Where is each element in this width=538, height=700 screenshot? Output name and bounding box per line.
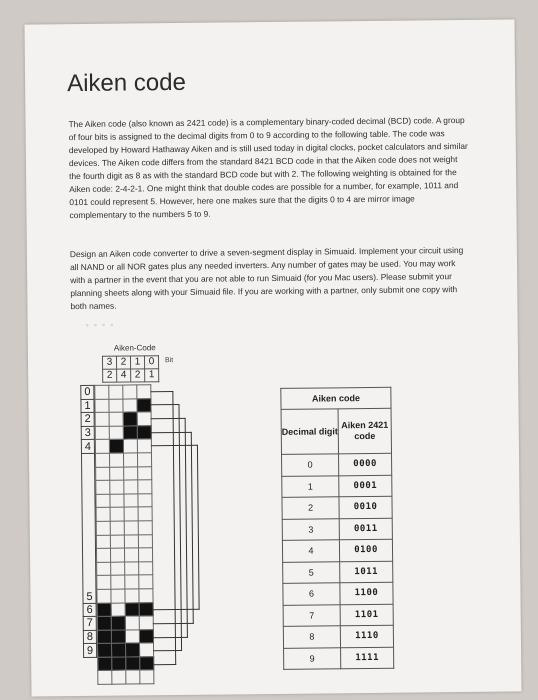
table-row bbox=[282, 539, 392, 562]
code-cell bbox=[95, 385, 109, 399]
diagram-digit: 6 bbox=[83, 603, 96, 617]
code-cell bbox=[139, 602, 153, 616]
diagram-digit: 7 bbox=[83, 617, 96, 631]
code-cell bbox=[111, 616, 125, 630]
diagram-digit: 2 bbox=[81, 413, 94, 427]
code-cell bbox=[140, 670, 154, 684]
code-cell bbox=[124, 521, 138, 535]
diagram-digit: 9 bbox=[83, 644, 96, 658]
decimal-digit-cell: 3 bbox=[282, 518, 339, 540]
code-cell bbox=[124, 494, 138, 508]
code-cell bbox=[95, 440, 109, 454]
code-cell bbox=[137, 412, 151, 426]
code-cell bbox=[97, 589, 111, 603]
aiken-code-cell: 0001 bbox=[339, 475, 392, 497]
code-cell bbox=[111, 575, 125, 589]
code-cell bbox=[112, 671, 126, 685]
aiken-code-cell: 0000 bbox=[339, 453, 392, 475]
code-cell bbox=[124, 507, 138, 521]
code-cell bbox=[138, 507, 152, 521]
code-cell bbox=[137, 439, 151, 453]
bit-position-2: 2 bbox=[116, 356, 130, 369]
code-cell bbox=[123, 385, 137, 399]
aiken-code-cell: 0011 bbox=[339, 518, 392, 540]
code-cell bbox=[138, 548, 152, 562]
aiken-code-cell: 1101 bbox=[340, 604, 393, 626]
code-cell bbox=[96, 548, 110, 562]
code-cell bbox=[126, 670, 140, 684]
assignment-paragraph: Design an Aiken code converter to drive a seven-segment display in Simuaid. Implement your circuit using all NAND or all NOR gates plus any needed inverters. Any number of gates may be used. You may work with a partner in the event that you are not able to run Simuaid (for you Mac users). Please submit your planning sheets along with your Simuaid file. If you are working with a partner, only submit one copy with both names. bbox=[69, 245, 464, 312]
code-cell bbox=[139, 575, 153, 589]
code-cell bbox=[125, 575, 139, 589]
code-cell bbox=[96, 521, 110, 535]
code-cell bbox=[137, 426, 151, 440]
code-cell bbox=[97, 562, 111, 576]
code-cell bbox=[96, 494, 110, 508]
decimal-digit-cell: 6 bbox=[283, 583, 340, 605]
code-cell bbox=[95, 399, 109, 413]
code-cell bbox=[109, 439, 123, 453]
code-cell bbox=[123, 453, 137, 467]
code-cell bbox=[138, 521, 152, 535]
code-cell bbox=[97, 603, 111, 617]
code-cell bbox=[123, 426, 137, 440]
code-cell bbox=[139, 643, 153, 657]
code-cell bbox=[110, 494, 124, 508]
weight-3: 2 bbox=[103, 369, 117, 382]
code-cell bbox=[110, 535, 124, 549]
code-cell bbox=[110, 467, 124, 481]
diagram-digit: 4 bbox=[81, 440, 94, 454]
intro-paragraph: The Aiken code (also known as 2421 code) is a complementary binary-coded decimal (BCD) code. A group of four bits is assigned to the decimal digits from 0 to 9 according to the following table. The code was developed by Howard Hathaway Aiken and is still used today in digital clocks, pocket calculators and similar devices. The Aiken code differs from the standard 8421 BCD code in that the Aiken code does not weight the fourth digit as 8 as with the standard BCD code but with 2. The following weighting is obtained for the Aiken code: 2-4-2-1. One might think that double codes are possible for a number, for example, 1011 and 0101 could represent 5. However, here one makes sure that the digits 0 to 4 are mirror image complementary to the numbers 5 to 9. bbox=[68, 114, 468, 221]
mirror-bracket bbox=[151, 445, 200, 611]
code-cell bbox=[125, 602, 139, 616]
code-cell bbox=[138, 466, 152, 480]
code-cell bbox=[126, 657, 140, 671]
code-cell bbox=[96, 535, 110, 549]
code-cell bbox=[95, 426, 109, 440]
code-cell bbox=[110, 480, 124, 494]
diagram-digit: 0 bbox=[81, 385, 94, 399]
aiken-code-cell: 0100 bbox=[339, 539, 392, 561]
code-cell bbox=[111, 630, 125, 644]
code-cell bbox=[140, 657, 154, 671]
code-cell bbox=[125, 562, 139, 576]
code-cell bbox=[96, 467, 110, 481]
code-cell bbox=[110, 521, 124, 535]
code-cell bbox=[111, 603, 125, 617]
code-cell bbox=[111, 562, 125, 576]
code-cell bbox=[95, 412, 109, 426]
decimal-digit-cell: 5 bbox=[283, 561, 340, 583]
aiken-code-cell: 1111 bbox=[341, 647, 394, 669]
decimal-digit-cell: 0 bbox=[282, 454, 339, 476]
table-row bbox=[282, 518, 392, 541]
decimal-digit-cell: 8 bbox=[283, 626, 340, 648]
code-cell bbox=[125, 643, 139, 657]
decimal-digit-cell: 9 bbox=[284, 647, 341, 669]
code-cell bbox=[124, 548, 138, 562]
weight-2: 4 bbox=[117, 369, 131, 382]
code-cell bbox=[123, 439, 137, 453]
mirror-brackets bbox=[24, 19, 514, 24]
code-cell bbox=[112, 657, 126, 671]
aiken-code-cell: 1110 bbox=[340, 625, 393, 647]
aiken-code-cell: 1100 bbox=[340, 582, 393, 604]
code-cell bbox=[111, 643, 125, 657]
code-cell bbox=[137, 385, 151, 399]
code-cell bbox=[97, 576, 111, 590]
bit-header-grid bbox=[102, 355, 159, 383]
page-title: Aiken code bbox=[66, 68, 187, 98]
code-cell bbox=[138, 494, 152, 508]
code-cell bbox=[96, 480, 110, 494]
bit-position-1: 1 bbox=[130, 356, 144, 369]
code-cell bbox=[98, 657, 112, 671]
code-cell bbox=[123, 412, 137, 426]
table-row bbox=[283, 625, 393, 648]
code-cell bbox=[109, 426, 123, 440]
header-aiken-code: Aiken 2421 code bbox=[338, 408, 391, 454]
code-cell bbox=[139, 589, 153, 603]
table-row bbox=[282, 475, 392, 498]
code-cell bbox=[97, 616, 111, 630]
code-cell bbox=[124, 466, 138, 480]
paper-sheet bbox=[24, 19, 521, 696]
code-cell bbox=[98, 671, 112, 685]
code-cell bbox=[137, 398, 151, 412]
aiken-code-cell: 1011 bbox=[340, 561, 393, 583]
aiken-code-cell: 0010 bbox=[339, 496, 392, 518]
code-cell bbox=[123, 399, 137, 413]
header-decimal-digit: Decimal digit bbox=[281, 409, 338, 455]
aiken-code-table bbox=[280, 387, 394, 670]
bit-position-0: 0 bbox=[144, 356, 158, 369]
bit-position-3: 3 bbox=[102, 356, 116, 369]
code-cell bbox=[125, 616, 139, 630]
code-cell bbox=[97, 630, 111, 644]
code-cell bbox=[110, 507, 124, 521]
bit-label: Bit bbox=[164, 357, 174, 365]
code-cell-grid bbox=[94, 384, 154, 685]
code-cell bbox=[139, 561, 153, 575]
table-row bbox=[283, 561, 393, 584]
diagram-digit: 3 bbox=[81, 426, 94, 440]
table-row bbox=[283, 582, 393, 605]
code-cell bbox=[124, 534, 138, 548]
code-cell bbox=[139, 616, 153, 630]
code-cell bbox=[109, 412, 123, 426]
code-cell bbox=[96, 508, 110, 522]
table-row bbox=[283, 604, 393, 627]
code-cell bbox=[139, 629, 153, 643]
code-cell bbox=[138, 480, 152, 494]
code-cell bbox=[124, 480, 138, 494]
code-cell bbox=[109, 453, 123, 467]
faint-bleed-through: ▪▪▪▪ bbox=[85, 319, 119, 330]
diagram-caption: Aiken-Code bbox=[113, 343, 156, 353]
diagram-digit: 5 bbox=[81, 453, 96, 603]
decimal-digit-cell: 4 bbox=[282, 540, 339, 562]
table-row bbox=[284, 647, 394, 670]
code-cell bbox=[109, 385, 123, 399]
weight-0: 1 bbox=[145, 369, 159, 382]
code-cell bbox=[125, 630, 139, 644]
table-row bbox=[282, 496, 392, 519]
table-row bbox=[282, 453, 392, 476]
code-cell bbox=[95, 453, 109, 467]
diagram-digit: 1 bbox=[81, 399, 94, 413]
decimal-digit-cell: 7 bbox=[283, 604, 340, 626]
weight-1: 2 bbox=[131, 369, 145, 382]
code-cell bbox=[97, 643, 111, 657]
decimal-digit-cell: 1 bbox=[282, 475, 339, 497]
diagram-digit: 8 bbox=[83, 630, 96, 644]
code-cell bbox=[111, 589, 125, 603]
code-cell bbox=[138, 534, 152, 548]
code-cell bbox=[125, 589, 139, 603]
code-cell bbox=[137, 453, 151, 467]
code-cell bbox=[110, 548, 124, 562]
decimal-digit-cell: 2 bbox=[282, 497, 339, 519]
table-caption: Aiken code bbox=[281, 387, 391, 409]
code-cell bbox=[109, 399, 123, 413]
